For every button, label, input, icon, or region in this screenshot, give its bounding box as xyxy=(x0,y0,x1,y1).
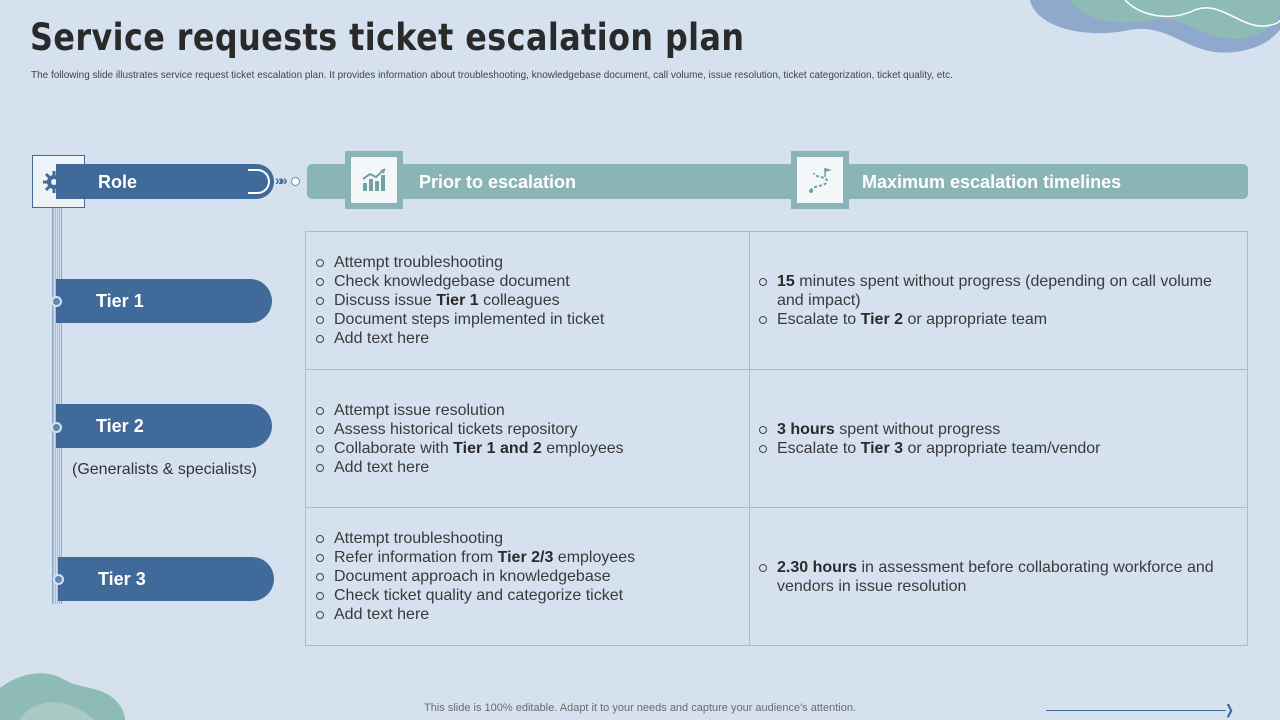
bullet-item xyxy=(757,310,1219,329)
bullet-text: Attempt troubleshooting xyxy=(334,254,503,271)
bullet-emphasis: 2.30 hours xyxy=(777,558,858,576)
bullet-emphasis: Tier 2 xyxy=(860,311,904,328)
escalation-table xyxy=(305,231,1248,646)
bullet-text: Add text here xyxy=(334,330,430,347)
bullet-item xyxy=(314,458,749,477)
bullet-text: Collaborate with xyxy=(334,439,454,457)
bullet-text: Escalate to xyxy=(777,311,861,328)
tier-3-label: Tier 3 xyxy=(98,568,146,589)
timeline-dot-tier-2 xyxy=(51,422,62,433)
bullet-text: Assess historical tickets repository xyxy=(334,420,578,438)
bullet-item xyxy=(314,329,749,348)
bullet-text: employees xyxy=(553,549,636,566)
tier-1-pill xyxy=(56,279,272,323)
tier-3-timeline-list xyxy=(757,558,1219,596)
double-chevron-icon: »» xyxy=(275,172,285,188)
bullet-emphasis: Tier 1 and 2 xyxy=(453,439,542,457)
role-pill-arc xyxy=(248,169,270,194)
tier-1-timeline-list xyxy=(757,272,1219,329)
bullet-text: employees xyxy=(541,439,624,457)
decorative-blob-top-right xyxy=(1020,0,1280,60)
page-subtitle: The following slide illustrates service request ticket escalation plan. It provides information about troubleshooting, knowledgebase document, call volume, issue resolution, ticket categorization, ticket quality, etc. xyxy=(31,69,953,81)
bullet-item xyxy=(314,548,749,567)
bullet-item xyxy=(314,529,749,548)
bullet-item xyxy=(757,558,1219,596)
bullet-emphasis: Tier 2/3 xyxy=(497,549,554,566)
bullet-emphasis: Tier 3 xyxy=(860,439,904,457)
table-cell xyxy=(750,232,1247,370)
bullet-item xyxy=(757,272,1219,310)
bullet-item xyxy=(314,605,749,624)
bullet-text: Add text here xyxy=(334,606,430,623)
bullet-text: Add text here xyxy=(334,458,430,476)
tier-3-pill xyxy=(58,557,274,601)
footer-note: This slide is 100% editable. Adapt it to your needs and capture your audience's attention. xyxy=(424,702,856,714)
roadmap-flag-icon xyxy=(805,165,835,195)
bullet-text: Discuss issue xyxy=(334,292,437,309)
page-title: Service requests ticket escalation plan xyxy=(30,16,745,59)
table-cell xyxy=(750,370,1247,508)
bullet-item xyxy=(314,291,749,310)
bullet-text: in assessment before collaborating workforce and vendors in issue resolution xyxy=(777,558,1214,595)
prior-to-escalation-header: Prior to escalation xyxy=(419,172,577,192)
bullet-emphasis: Tier 1 xyxy=(436,292,479,309)
bullet-text: or appropriate team/vendor xyxy=(903,439,1101,457)
tier-2-sublabel: (Generalists & specialists) xyxy=(72,461,257,478)
tier-2-label: Tier 2 xyxy=(96,415,144,436)
bullet-text: Attempt issue resolution xyxy=(334,401,505,419)
bullet-emphasis: 3 hours xyxy=(777,420,835,438)
tier-2-pill xyxy=(56,404,272,448)
table-cell xyxy=(306,232,750,370)
bullet-item xyxy=(314,310,749,329)
tier-3-prior-list xyxy=(314,529,749,624)
role-header-pill xyxy=(56,164,274,199)
bullet-text: Refer information from xyxy=(334,549,498,566)
bullet-item xyxy=(314,272,749,291)
timelines-icon-box xyxy=(791,151,849,209)
bullet-text: Escalate to xyxy=(777,439,861,457)
tier-2-timeline-list xyxy=(757,420,1219,458)
footer-line xyxy=(1046,710,1226,711)
bullet-text: spent without progress xyxy=(834,420,1001,438)
bullet-item xyxy=(757,420,1219,439)
bullet-text: minutes spent without progress (depending on call volume and impact) xyxy=(777,273,1212,309)
connector-dot xyxy=(291,177,300,186)
bullet-emphasis: 15 xyxy=(777,273,795,290)
timeline-dot-tier-1 xyxy=(51,296,62,307)
table-cell xyxy=(750,508,1247,645)
bullet-item xyxy=(757,439,1219,458)
bullet-item xyxy=(314,253,749,272)
max-escalation-timelines-header: Maximum escalation timelines xyxy=(862,172,1122,192)
chevron-right-icon: ❭ xyxy=(1224,702,1235,717)
bullet-text: colleagues xyxy=(478,292,560,309)
role-label: Role xyxy=(98,172,138,192)
bullet-text: Check ticket quality and categorize ticket xyxy=(334,587,624,604)
table-cell xyxy=(306,370,750,508)
bullet-text: or appropriate team xyxy=(903,311,1048,328)
bullet-item xyxy=(314,439,749,458)
table-cell xyxy=(306,508,750,645)
bullet-item xyxy=(314,401,749,420)
bullet-text: Check knowledgebase document xyxy=(334,273,570,290)
bullet-text: Document approach in knowledgebase xyxy=(334,568,611,585)
tier-1-prior-list xyxy=(314,253,749,348)
bullet-text: Attempt troubleshooting xyxy=(334,530,503,547)
growth-chart-icon xyxy=(359,165,389,195)
bullet-item xyxy=(314,420,749,439)
prior-icon-box xyxy=(345,151,403,209)
tier-1-label: Tier 1 xyxy=(96,290,144,311)
bullet-text: Document steps implemented in ticket xyxy=(334,311,605,328)
tier-2-prior-list xyxy=(314,401,749,477)
bullet-item xyxy=(314,586,749,605)
timeline-dot-tier-3 xyxy=(53,574,64,585)
bullet-item xyxy=(314,567,749,586)
